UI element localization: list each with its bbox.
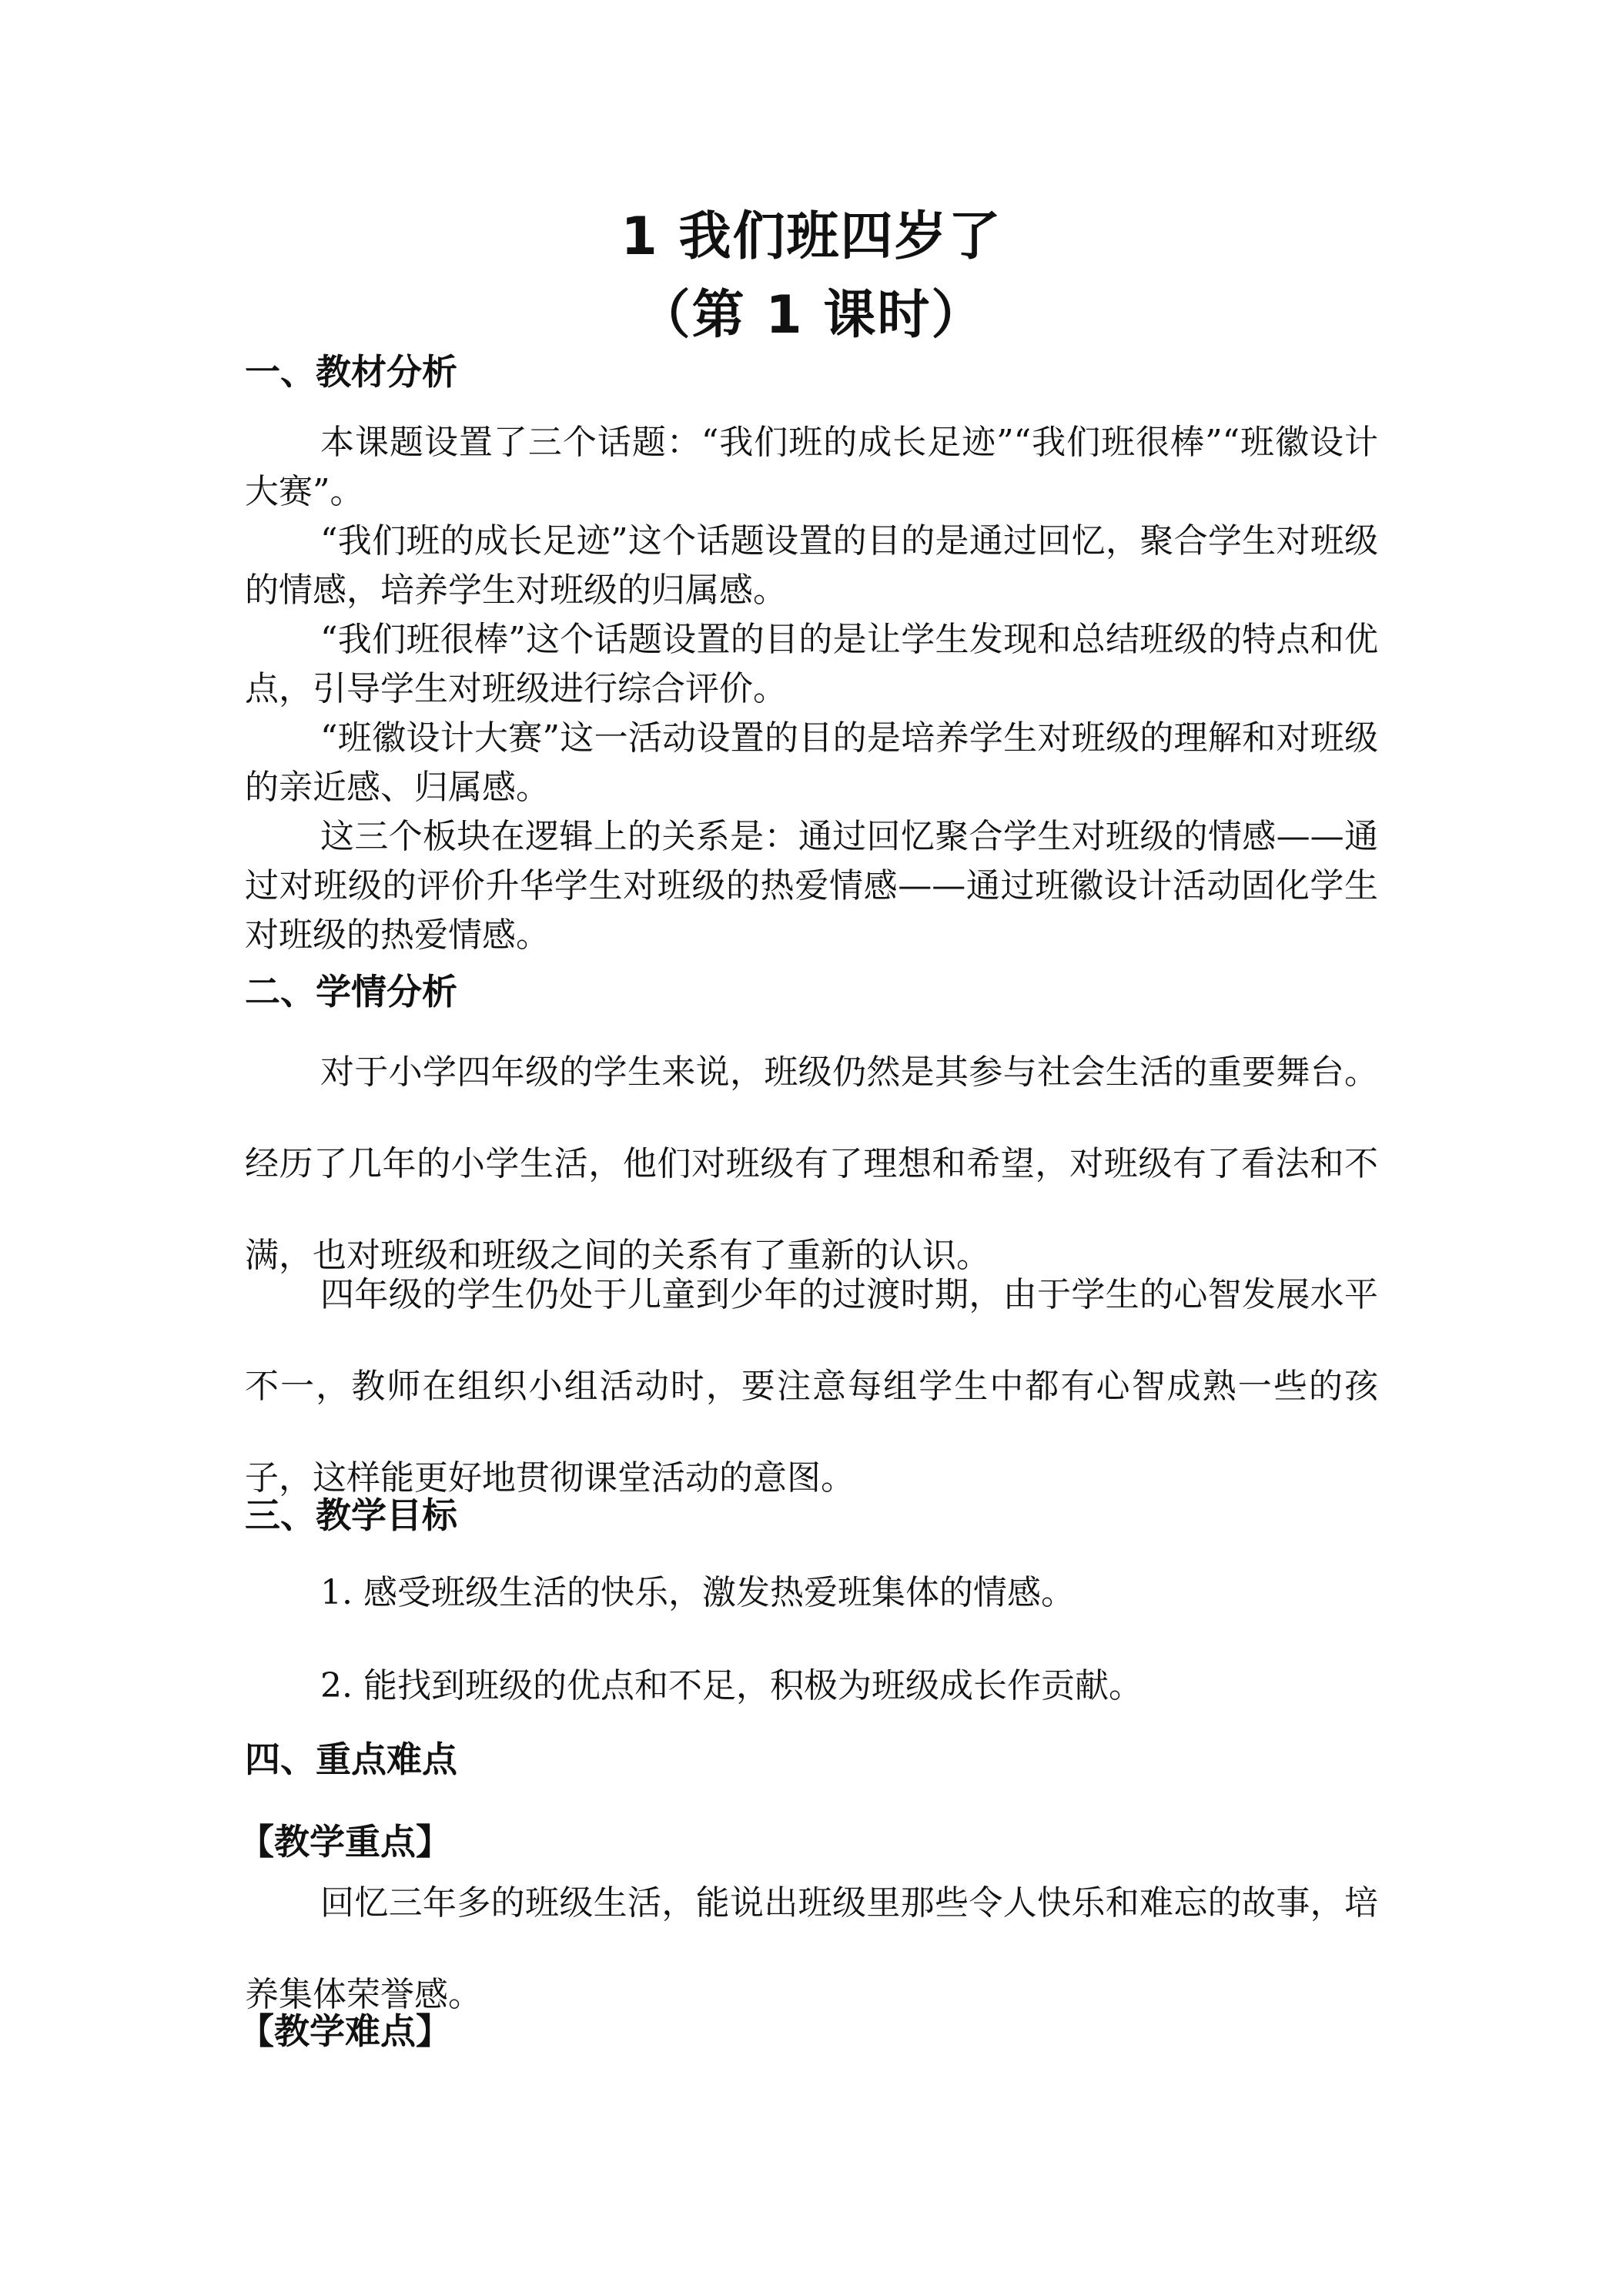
difficulty-heading: 【教学难点】 [239, 2010, 451, 2052]
paragraph: “我们班的成长足迹”这个话题设置的目的是通过回忆，聚合学生对班级的情感，培养学生对班级的归属感。 [245, 521, 1378, 610]
page-subtitle: （第 1 课时） [637, 285, 986, 346]
section-heading-key-and-difficult-points: 四、重点难点 [245, 1739, 457, 1780]
goal-item: 2. 能找到班级的优点和不足，积极为班级成长作贡献。 [320, 1666, 1143, 1705]
key-point-heading: 【教学重点】 [239, 1821, 451, 1863]
paragraph: “我们班很棒”这个话题设置的目的是让学生发现和总结班级的特点和优点，引导学生对班级进行综合评价。 [245, 620, 1378, 708]
section-heading-learner-analysis: 二、学情分析 [245, 971, 457, 1012]
section-heading-teaching-goals: 三、教学目标 [245, 1494, 457, 1536]
paragraph: 对于小学四年级的学生来说，班级仍然是其参与社会生活的重要舞台。经历了几年的小学生活，他们对班级有了理想和希望，对班级有了看法和不满，也对班级和班级之间的关系有了重新的认识。 [245, 1053, 1378, 1275]
paragraph: 这三个板块在逻辑上的关系是：通过回忆聚合学生对班级的情感——通过对班级的评价升华学生对班级的热爱情感——通过班徽设计活动固化学生对班级的热爱情感。 [245, 817, 1378, 955]
section-heading-textbook-analysis: 一、教材分析 [245, 351, 457, 393]
paragraph: 本课题设置了三个话题：“我们班的成长足迹”“我们班很棒”“班徽设计大赛”。 [245, 423, 1378, 511]
paragraph: 四年级的学生仍处于儿童到少年的过渡时期，由于学生的心智发展水平不一，教师在组织小组活动时，要注意每组学生中都有心智成熟一些的孩子，这样能更好地贯彻课堂活动的意图。 [245, 1275, 1378, 1498]
paragraph: “班徽设计大赛”这一活动设置的目的是培养学生对班级的理解和对班级的亲近感、归属感。 [245, 718, 1378, 807]
page-title: 1 我们班四岁了 [621, 206, 1002, 267]
goal-item: 1. 感受班级生活的快乐，激发热爱班集体的情感。 [320, 1573, 1075, 1612]
paragraph: 回忆三年多的班级生活，能说出班级里那些令人快乐和难忘的故事，培养集体荣誉感。 [245, 1883, 1378, 2014]
